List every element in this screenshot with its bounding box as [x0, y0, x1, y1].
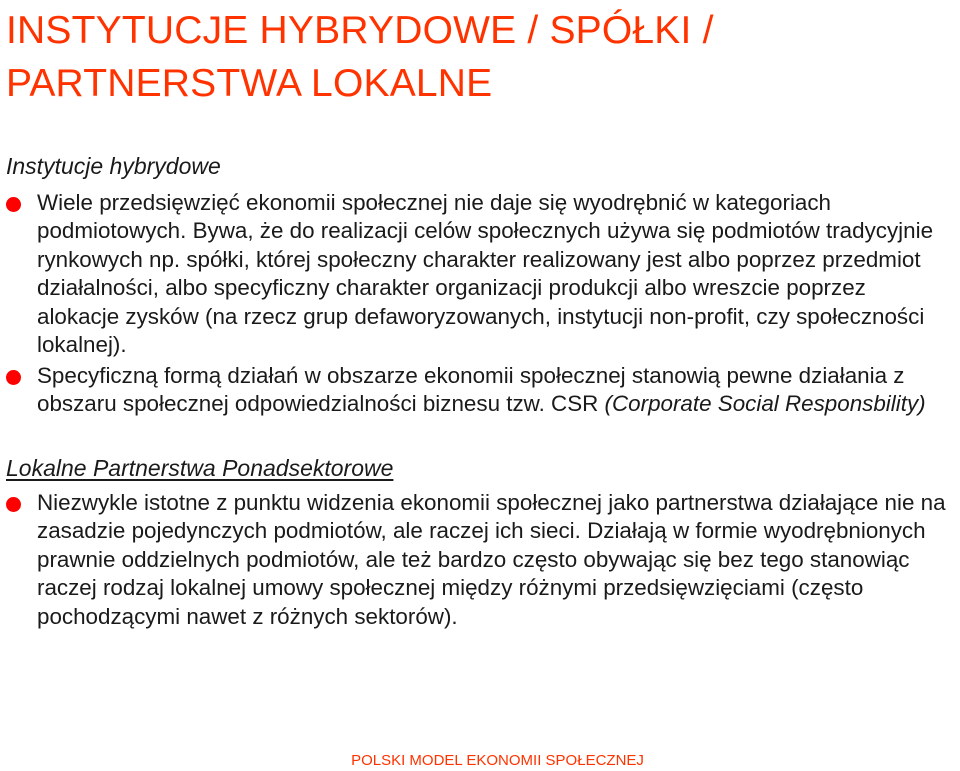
- list-item: [6, 189, 954, 359]
- bullet-text: Wiele przedsięwzięć ekonomii społecznej nie daje się wyodrębnić w kategoriach podmiotowych. Bywa, że do realizacji celów społecznych używa się podmiotów tradycyjnie rynkowych np. spółki, której społeczny charakter realizowany jest albo poprzez przedmiot działalności, albo specyficzny charakter organizacji produkcji albo wreszcie poprzez alokacje zysków (na rzecz grup defaworyzowanych, instytucji non-profit, czy społeczności lokalnej).: [37, 190, 934, 358]
- bullet-dot-icon: [6, 197, 21, 212]
- slide-title: INSTYTUCJE HYBRYDOWE / SPÓŁKI / PARTNERSTWA LOKALNE: [6, 9, 714, 105]
- bullet-text-italic: (Corporate Social Responsbility): [604, 391, 926, 417]
- slide-footer: POLSKI MODEL EKONOMII SPOŁECZNEJ: [351, 752, 644, 769]
- bullet-dot-icon: [6, 497, 21, 512]
- list-item: [6, 362, 954, 419]
- section-heading-partnerships: Lokalne Partnerstwa Ponadsektorowe: [6, 455, 394, 481]
- section-heading-hybrid: Instytucje hybrydowe: [6, 153, 221, 179]
- bullet-text: [37, 362, 954, 419]
- bullet-text-main: Specyficzną formą działań w obszarze ekonomii społecznej stanowią pewne działania z obszaru społecznej odpowiedzialności biznesu tzw. CSR: [37, 363, 905, 417]
- bullet-text: Niezwykle istotne z punktu widzenia ekonomii społecznej jako partnerstwa działające nie na zasadzie pojedynczych podmiotów, ale raczej ich sieci. Działają w formie wyodrębnionych prawnie oddzielnych podmiotów, ale też bardzo często obywając się bez tego stanowiąc raczej rodzaj lokalnej umowy społecznej między różnymi przedsięwzięciami (często pochodzącymi nawet z różnych sektorów).: [37, 490, 946, 629]
- list-item: [6, 489, 954, 631]
- bullet-dot-icon: [6, 370, 21, 385]
